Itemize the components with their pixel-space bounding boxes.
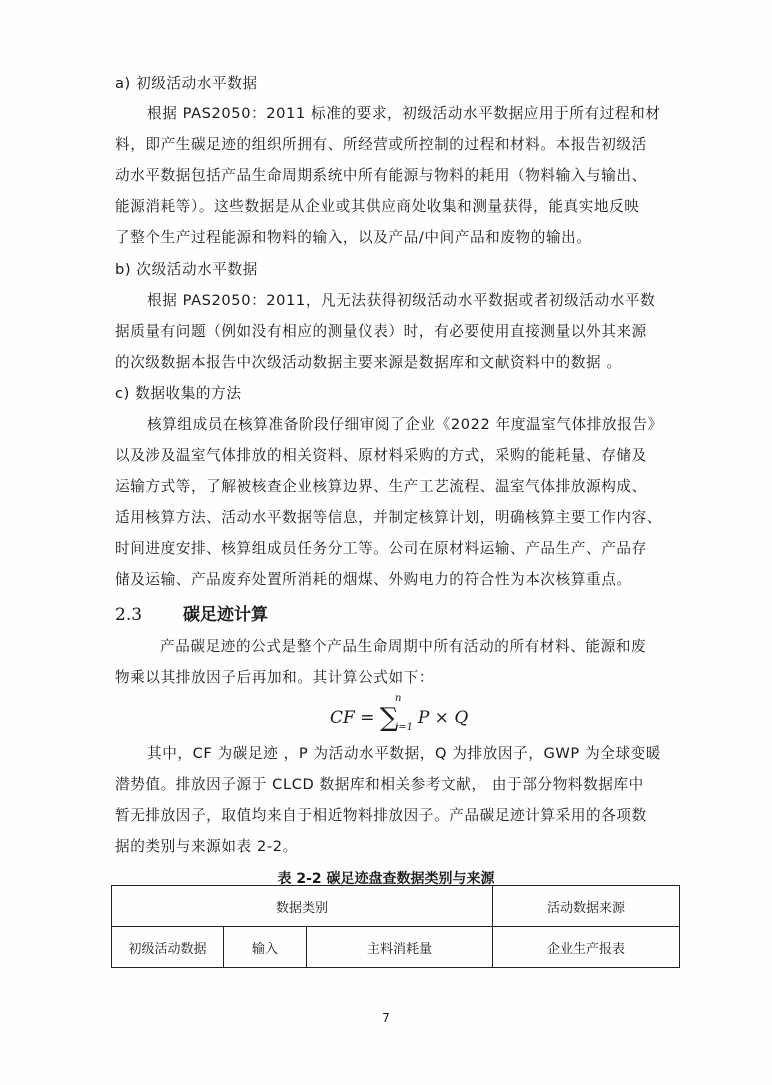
data-source-table <box>111 885 680 968</box>
sum-symbol: ∑ <box>379 703 399 733</box>
header-source: 活动数据来源 <box>493 886 680 927</box>
paragraph-line: 时间进度安排、核算组成员任务分工等。公司在原材料运输、产品生产、产品存 <box>115 540 647 557</box>
section-a-heading: a) 初级活动水平数据 <box>115 75 258 92</box>
table-cell: 主料消耗量 <box>307 927 493 968</box>
paragraph-line: 的次级数据本报告中次级活动数据主要来源是数据库和文献资料中的数据 。 <box>115 354 622 371</box>
table-row <box>112 927 680 968</box>
table-cell: 企业生产报表 <box>493 927 680 968</box>
table-cell: 初级活动数据 <box>112 927 224 968</box>
formula-lhs: CF = <box>330 708 375 728</box>
paragraph-line: 动水平数据包括产品生命周期系统中所有能源与物料的耗用（物料输入与输出、 <box>115 167 647 184</box>
page-number: 7 <box>382 1011 390 1025</box>
table-cell: 输入 <box>224 927 307 968</box>
paragraph-line: 能源消耗等）。这些数据是从企业或其供应商处收集和测量获得，能真实地反映 <box>115 198 640 215</box>
section-c-heading: c) 数据收集的方法 <box>115 385 242 402</box>
paragraph-line: 根据 PAS2050：2011，凡无法获得初级活动水平数据或者初级活动水平数 <box>147 292 656 309</box>
paragraph-line: 物乘以其排放因子后再加和。其计算公式如下： <box>115 669 435 686</box>
paragraph-line: 运输方式等，了解被核查企业核算边界、生产工艺流程、温室气体排放源构成、 <box>115 478 647 495</box>
paragraph-line: 核算组成员在核算准备阶段仔细审阅了企业《2022 年度温室气体排放报告》 <box>147 416 663 433</box>
table-caption: 表 2-2 碳足迹盘查数据类别与来源 <box>277 871 495 887</box>
carbon-footprint-formula <box>330 693 469 733</box>
paragraph-line: 料，即产生碳足迹的组织所拥有、所经营或所控制的过程和材料。本报告初级活 <box>115 136 647 153</box>
formula-rhs: P × Q <box>417 708 469 728</box>
header-category: 数据类别 <box>112 886 493 927</box>
paragraph-line: 了整个生产过程能源和物料的输入，以及产品/中间产品和废物的输出。 <box>115 229 592 246</box>
sum-upper-limit: n <box>395 693 402 704</box>
section-title: 碳足迹计算 <box>183 605 268 625</box>
paragraph-line: 产品碳足迹的公式是整个产品生命周期中所有活动的所有材料、能源和废 <box>160 638 647 655</box>
paragraph-line: 据质量有问题（例如没有相应的测量仪表）时，有必要使用直接测量以外其来源 <box>115 323 647 340</box>
section-2-3-heading <box>115 600 268 625</box>
paragraph-line: 潜势值。排放因子源于 CLCD 数据库和相关参考文献， 由于部分物料数据库中 <box>115 776 644 793</box>
section-b-heading: b) 次级活动水平数据 <box>115 261 258 278</box>
paragraph-line: 根据 PAS2050：2011 标准的要求，初级活动水平数据应用于所有过程和材 <box>147 105 661 122</box>
paragraph-line: 储及运输、产品废弃处置所消耗的烟煤、外购电力的符合性为本次核算重点。 <box>115 571 632 588</box>
sum-lower-limit: i=1 <box>395 722 413 733</box>
paragraph-line: 据的类别与来源如表 2-2。 <box>115 838 298 855</box>
paragraph-line: 以及涉及温室气体排放的相关资料、原材料采购的方式，采购的能耗量、存储及 <box>115 447 647 464</box>
paragraph-line: 其中，CF 为碳足迹 ，P 为活动水平数据，Q 为排放因子，GWP 为全球变暖 <box>147 745 662 762</box>
paragraph-line: 暂无排放因子，取值均来自于相近物料排放因子。产品碳足迹计算采用的各项数 <box>115 807 647 824</box>
table-header-row <box>112 886 680 927</box>
paragraph-line: 适用核算方法、活动水平数据等信息，并制定核算计划，明确核算主要工作内容、 <box>115 509 662 526</box>
section-number: 2.3 <box>115 605 143 625</box>
